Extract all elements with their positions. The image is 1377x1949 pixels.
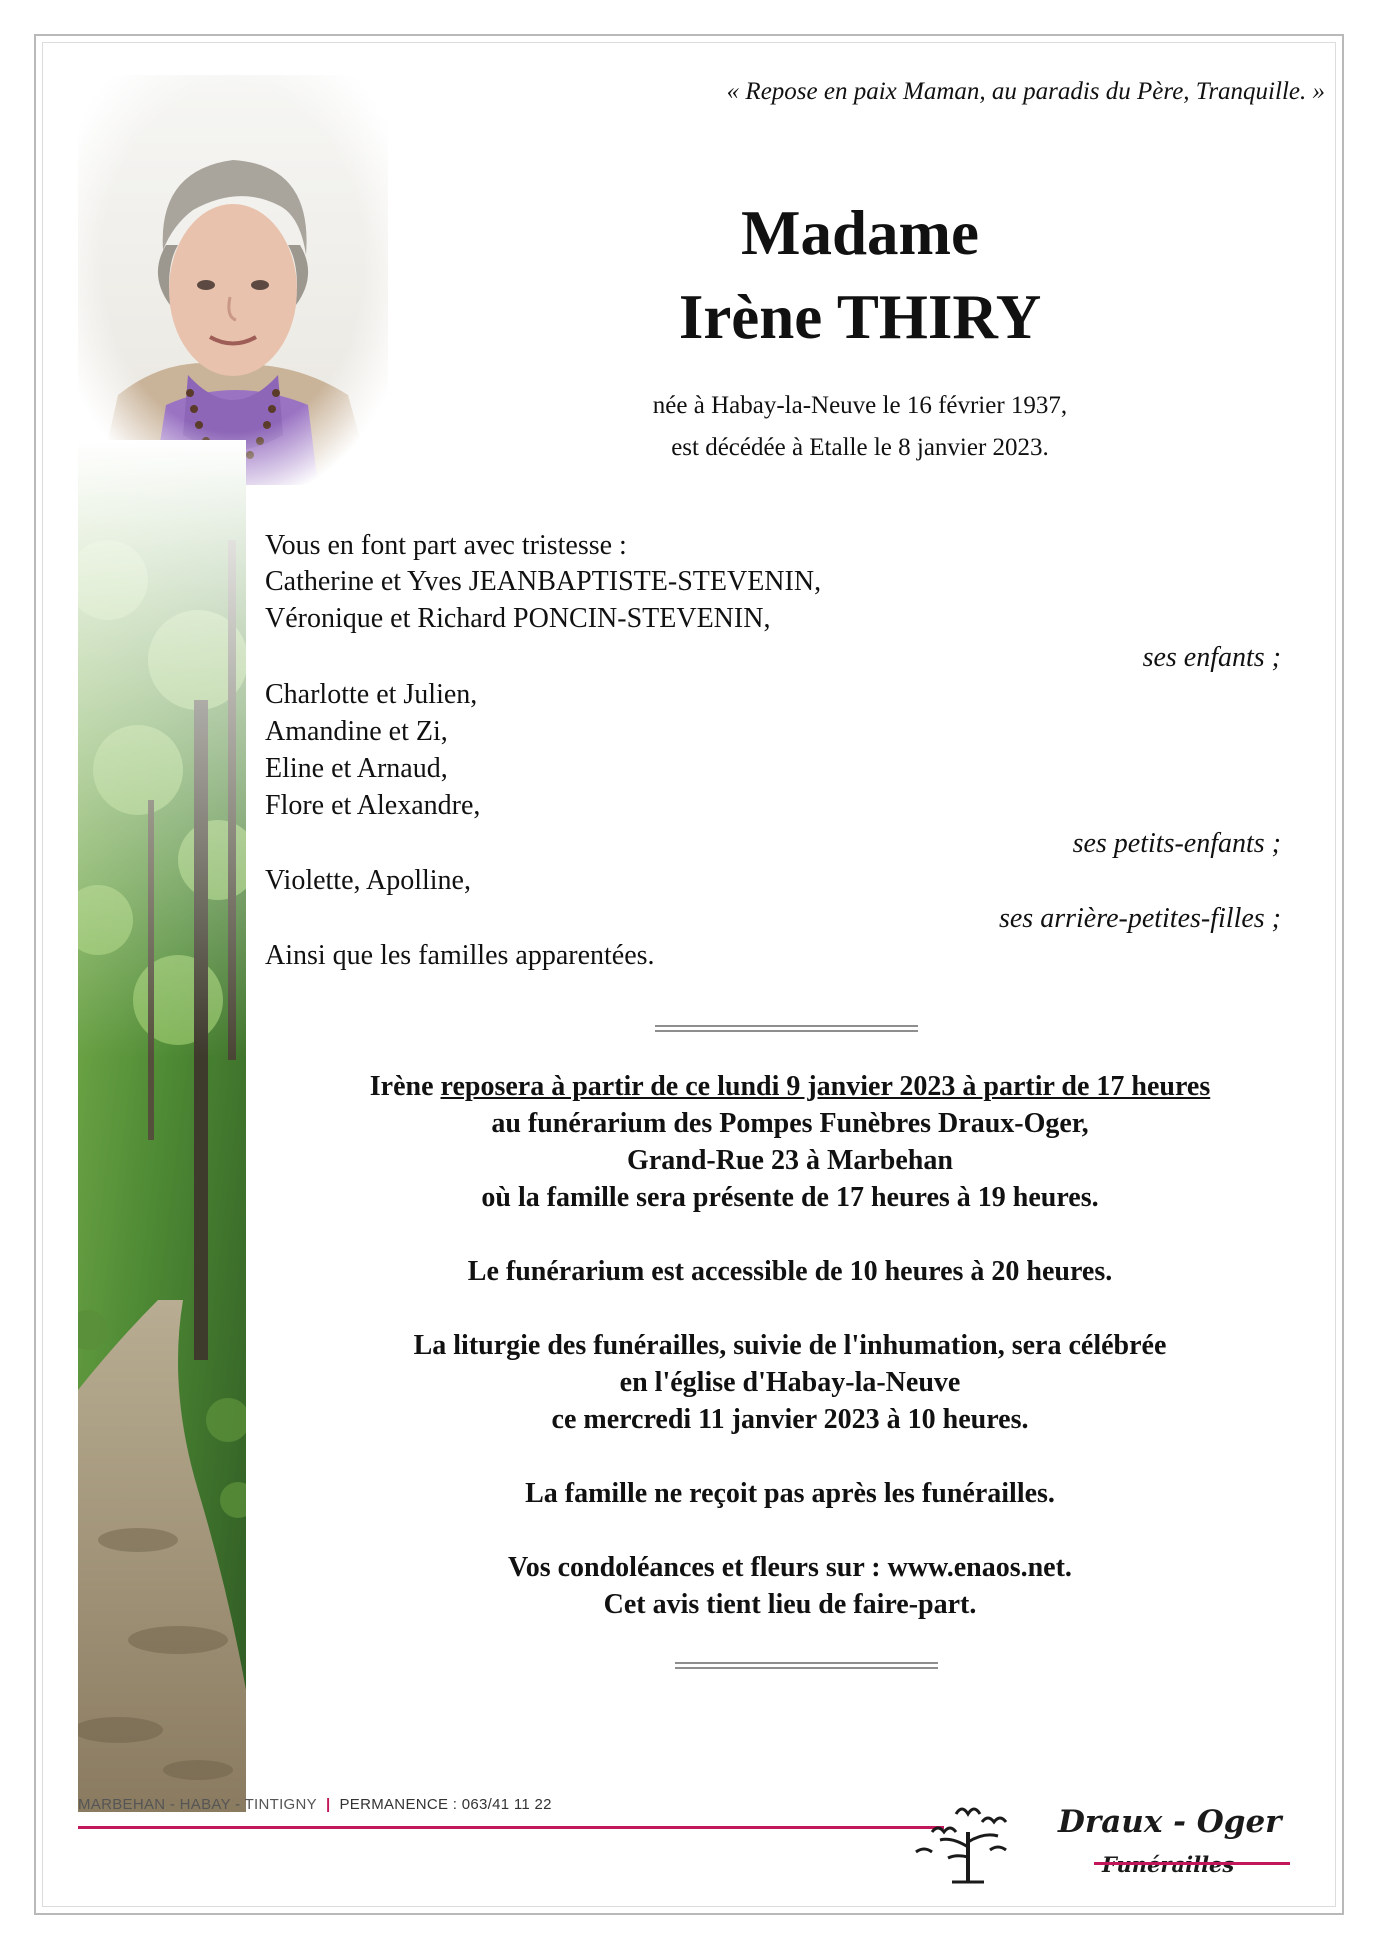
announcement-name: Irène <box>369 1071 434 1102</box>
footer-locations: MARBEHAN - HABAY - TINTIGNY <box>78 1796 317 1813</box>
family-grandchild: Eline et Arnaud, <box>265 753 448 784</box>
family-grandchild: Charlotte et Julien, <box>265 679 478 710</box>
announcement-line-7: en l'église d'Habay-la-Neuve <box>619 1367 961 1398</box>
announcement-line-5: Le funérarium est accessible de 10 heures à 20 heures. <box>467 1256 1113 1287</box>
deceased-name: Irène THIRY <box>678 282 1042 352</box>
announcement-line-3: Grand-Rue 23 à Marbehan <box>627 1145 953 1176</box>
announcement-line-9: La famille ne reçoit pas après les funérailles. <box>525 1478 1055 1509</box>
family-child: Catherine et Yves JEANBAPTISTE-STEVENIN, <box>265 566 822 597</box>
death-line: est décédée à Etalle le 8 janvier 2023. <box>671 434 1049 461</box>
brand-accent-line <box>1094 1862 1290 1865</box>
announcement-line-8: ce mercredi 11 janvier 2023 à 10 heures. <box>551 1404 1029 1435</box>
footer-contact <box>78 1796 552 1813</box>
announcement-line-2: au funérarium des Pompes Funèbres Draux-Oger, <box>491 1108 1089 1139</box>
family-grandchild: Flore et Alexandre, <box>265 790 481 821</box>
announcement-line-10: Vos condoléances et fleurs sur : www.enaos.net. <box>508 1552 1072 1583</box>
footer-separator: | <box>325 1796 331 1813</box>
footer-permanence: PERMANENCE : 063/41 11 22 <box>339 1796 552 1813</box>
divider-top <box>655 1025 918 1032</box>
great-grandchildren-role: ses arrière-petites-filles ; <box>998 903 1281 934</box>
divider-bottom <box>675 1662 938 1669</box>
children-role: ses enfants ; <box>1142 642 1281 673</box>
footer-accent-line <box>78 1826 944 1829</box>
announcement-line-11: Cet avis tient lieu de faire-part. <box>603 1589 977 1620</box>
epitaph-quote: « Repose en paix Maman, au paradis du Père, Tranquille. » <box>726 78 1325 105</box>
grandchildren-role: ses petits-enfants ; <box>1072 828 1281 859</box>
announcement-underlined: reposera à partir de ce lundi 9 janvier 2023 à partir de 17 heures <box>440 1071 1211 1102</box>
forest-path-image <box>78 440 246 1812</box>
birth-line: née à Habay-la-Neuve le 16 février 1937, <box>652 392 1068 419</box>
family-closing: Ainsi que les familles apparentées. <box>265 940 655 971</box>
family-child: Véronique et Richard PONCIN-STEVENIN, <box>265 603 771 634</box>
tree-logo-icon <box>912 1792 1022 1884</box>
announcement-line-1 <box>280 1071 1300 1103</box>
brand-name: Draux - Oger <box>1058 1804 1282 1840</box>
family-grandchild: Amandine et Zi, <box>265 716 448 747</box>
family-great-grandchild: Violette, Apolline, <box>265 865 471 896</box>
announcement-line-4: où la famille sera présente de 17 heures à 19 heures. <box>481 1182 1099 1213</box>
portrait-photo <box>78 75 388 485</box>
family-intro: Vous en font part avec tristesse : <box>265 530 627 561</box>
announcement-line-6: La liturgie des funérailles, suivie de l'inhumation, sera célébrée <box>413 1330 1167 1361</box>
deceased-title: Madame <box>741 198 979 268</box>
